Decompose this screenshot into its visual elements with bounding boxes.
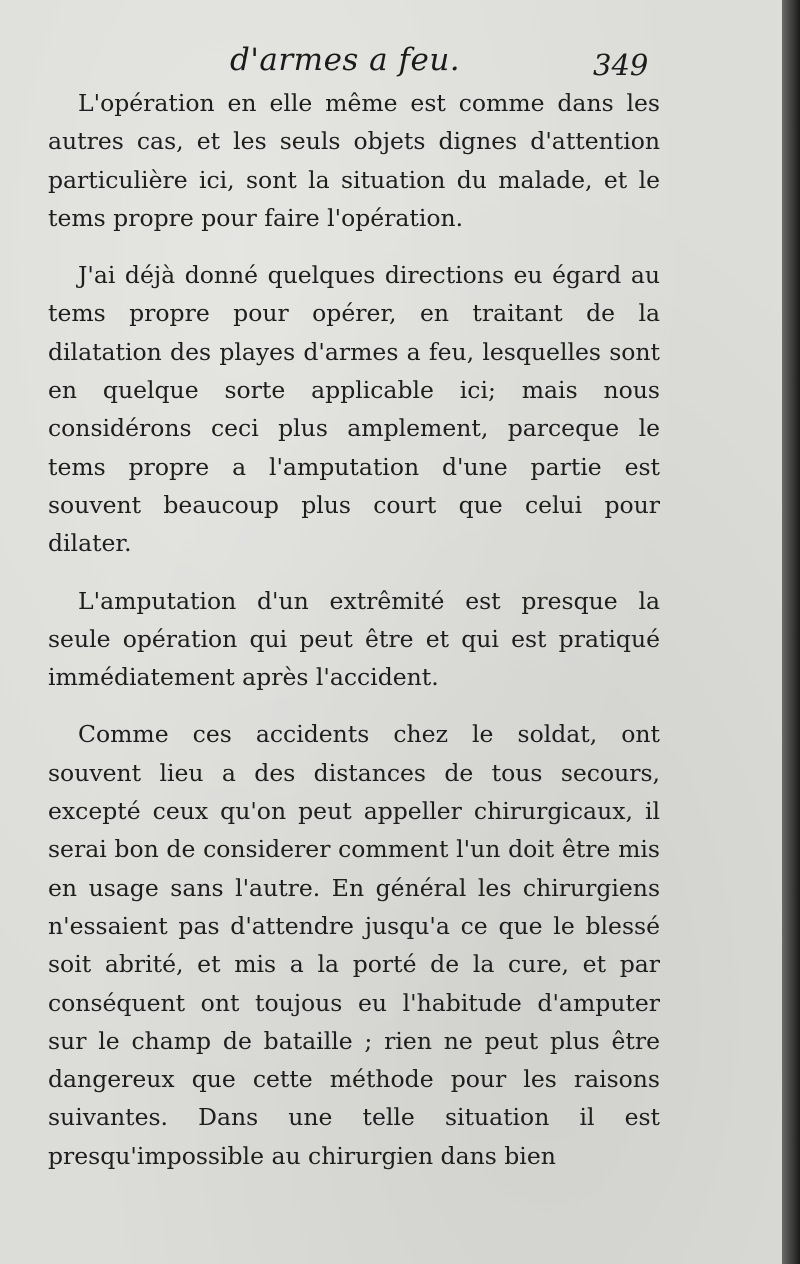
book-edge-shadow xyxy=(782,0,800,1264)
paragraph-3: L'amputation d'un extrêmité est presque la seule opération qui peut être et qui est pratiqué immédiatement après l'accident. xyxy=(48,586,660,692)
page-number: 349 xyxy=(593,48,649,82)
page-header xyxy=(0,40,782,90)
running-title: d'armes a feu. xyxy=(230,42,461,78)
paragraph-4: Comme ces accidents chez le soldat, ont souvent lieu a des distances de tous secours, excepté ceux qu'on peut appeller chirurgicaux, il serai bon de considerer comment l'un doit être mis en usage sans l'autre. En général les chirurgiens n'essaient pas d'attendre jusqu'a ce que le blessé soit abrité, et mis a la porté de la cure, et par conséquent ont toujous eu l'habitude d'amputer sur le champ de bataille ; rien ne peut plus être dangereux que cette méthode pour les raisons suivantes. Dans une telle situation il est presqu'impossible au chirurgien dans bien xyxy=(48,720,660,1170)
body-text xyxy=(48,84,660,1194)
paragraph-2: J'ai déjà donné quelques directions eu égard au tems propre pour opérer, en traitant de la dilatation des playes d'armes a feu, lesquelles sont en quelque sorte applicable ici; mais nous considérons ceci plus amplement, parceque le tems propre a l'amputation d'une partie est souvent beaucoup plus court que celui pour dilater. xyxy=(48,261,660,558)
paragraph-1: L'opération en elle même est comme dans les autres cas, et les seuls objets dignes d'attention particulière ici, sont la situation du malade, et le tems propre pour faire l'opération. xyxy=(48,89,660,232)
